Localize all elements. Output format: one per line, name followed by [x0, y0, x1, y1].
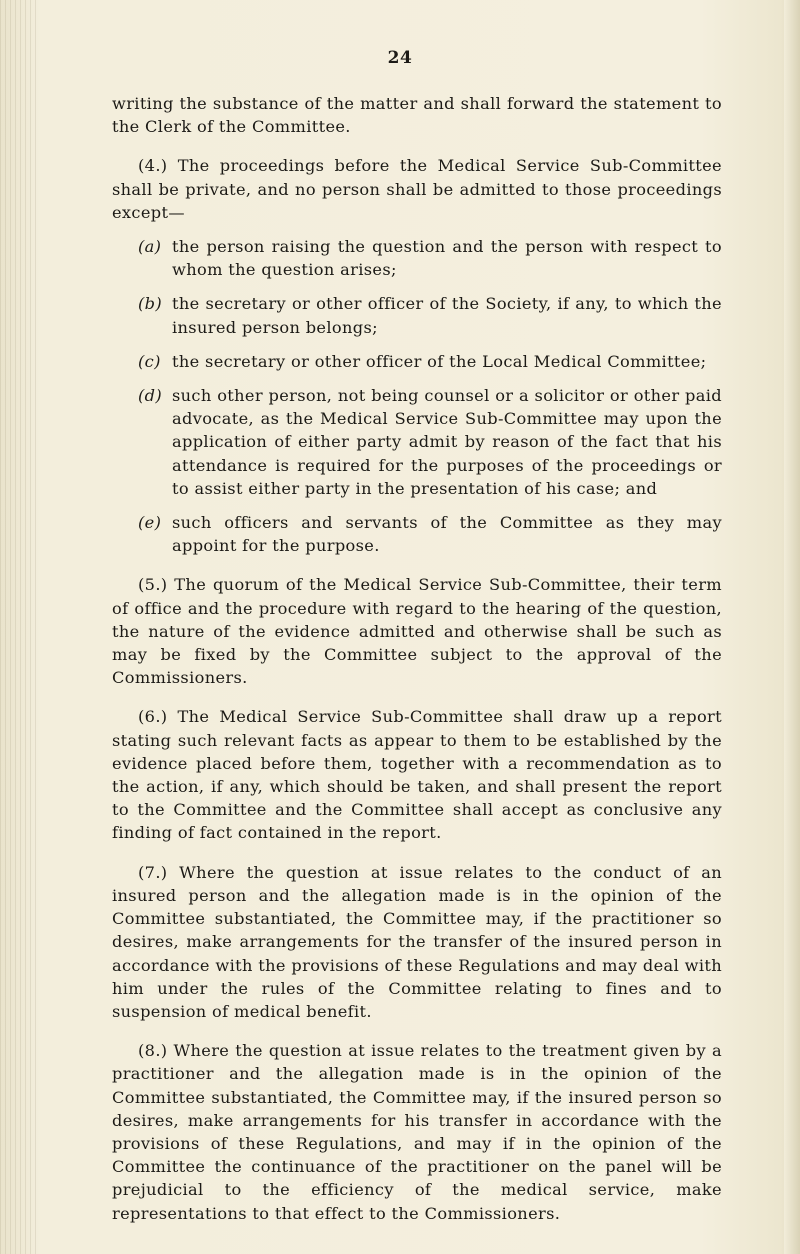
list-item [112, 350, 722, 373]
list-item-text: such officers and servants of the Committee as they may appoint for the purpose. [172, 513, 722, 556]
page-binding-edge [0, 0, 40, 1254]
paragraph-5: (5.) The quorum of the Medical Service Sub-Committee, their term of office and the procedure with regard to the hearing of the question, the nature of the evidence admitted and otherwise shall be such as may be fixed by the Committee subject to the approval of the Commissioners. [112, 575, 722, 688]
list-item [112, 235, 722, 281]
list-item-label: (a) [138, 237, 162, 257]
list-item [112, 292, 722, 338]
list-item-label: (b) [138, 294, 163, 314]
list-item-label: (d) [138, 386, 163, 406]
continuation-paragraph: writing the substance of the matter and shall forward the statement to the Clerk of the Committee. [112, 94, 722, 137]
list-item-label: (e) [138, 513, 162, 533]
list-item-text: the secretary or other officer of the Local Medical Committee; [172, 351, 707, 371]
paragraph-6: (6.) The Medical Service Sub-Committee shall draw up a report stating such relevant facts as appear to them to be established by the evidence placed before them, together with a recommendation as to the action, if any, which should be taken, and shall present the report to the Committee and the Committee shall accept as conclusive any finding of fact contained in the report. [112, 707, 722, 843]
paragraph-8: (8.) Where the question at issue relates to the treatment given by a practitioner and the allegation made is in the opinion of the Committee substantiated, the Committee may, if the insured person so desires, make arrangements for his transfer in accordance with the provisions of these Regulations, and may if in the opinion of the Committee the continuance of the practitioner on the panel will be prejudicial to the efficiency of the medical service, make representations to that effect to the Commissioners. [112, 1041, 722, 1223]
paragraph-4-intro: (4.) The proceedings before the Medical Service Sub-Committee shall be private, and no person shall be admitted to those proceedings except— [112, 156, 722, 222]
body-text [112, 92, 722, 1225]
paragraph-7: (7.) Where the question at issue relates to the conduct of an insured person and the allegation made is in the opinion of the Committee substantiated, the Committee may, if the practitioner so desires, make arrangements for the transfer of the insured person in accordance with the provisions of these Regulations and may deal with him under the rules of the Committee relating to fines and to suspension of medical benefit. [112, 862, 722, 1021]
list-item-text: such other person, not being counsel or a solicitor or other paid advocate, as the Medical Service Sub-Committee may upon the application of either party admit by reason of the fact that his attendance is required for the purposes of the proceedings or to assist either party in the presentation of his case; and [172, 386, 722, 498]
list-item [112, 511, 722, 557]
list-item-text: the person raising the question and the person with respect to whom the question arises; [172, 237, 722, 280]
page-right-edge [784, 0, 800, 1254]
list-item-label: (c) [138, 351, 161, 371]
list-item-text: the secretary or other officer of the Society, if any, to which the insured person belongs; [172, 294, 722, 337]
page-number: 24 [387, 48, 413, 68]
list-item [112, 384, 722, 500]
